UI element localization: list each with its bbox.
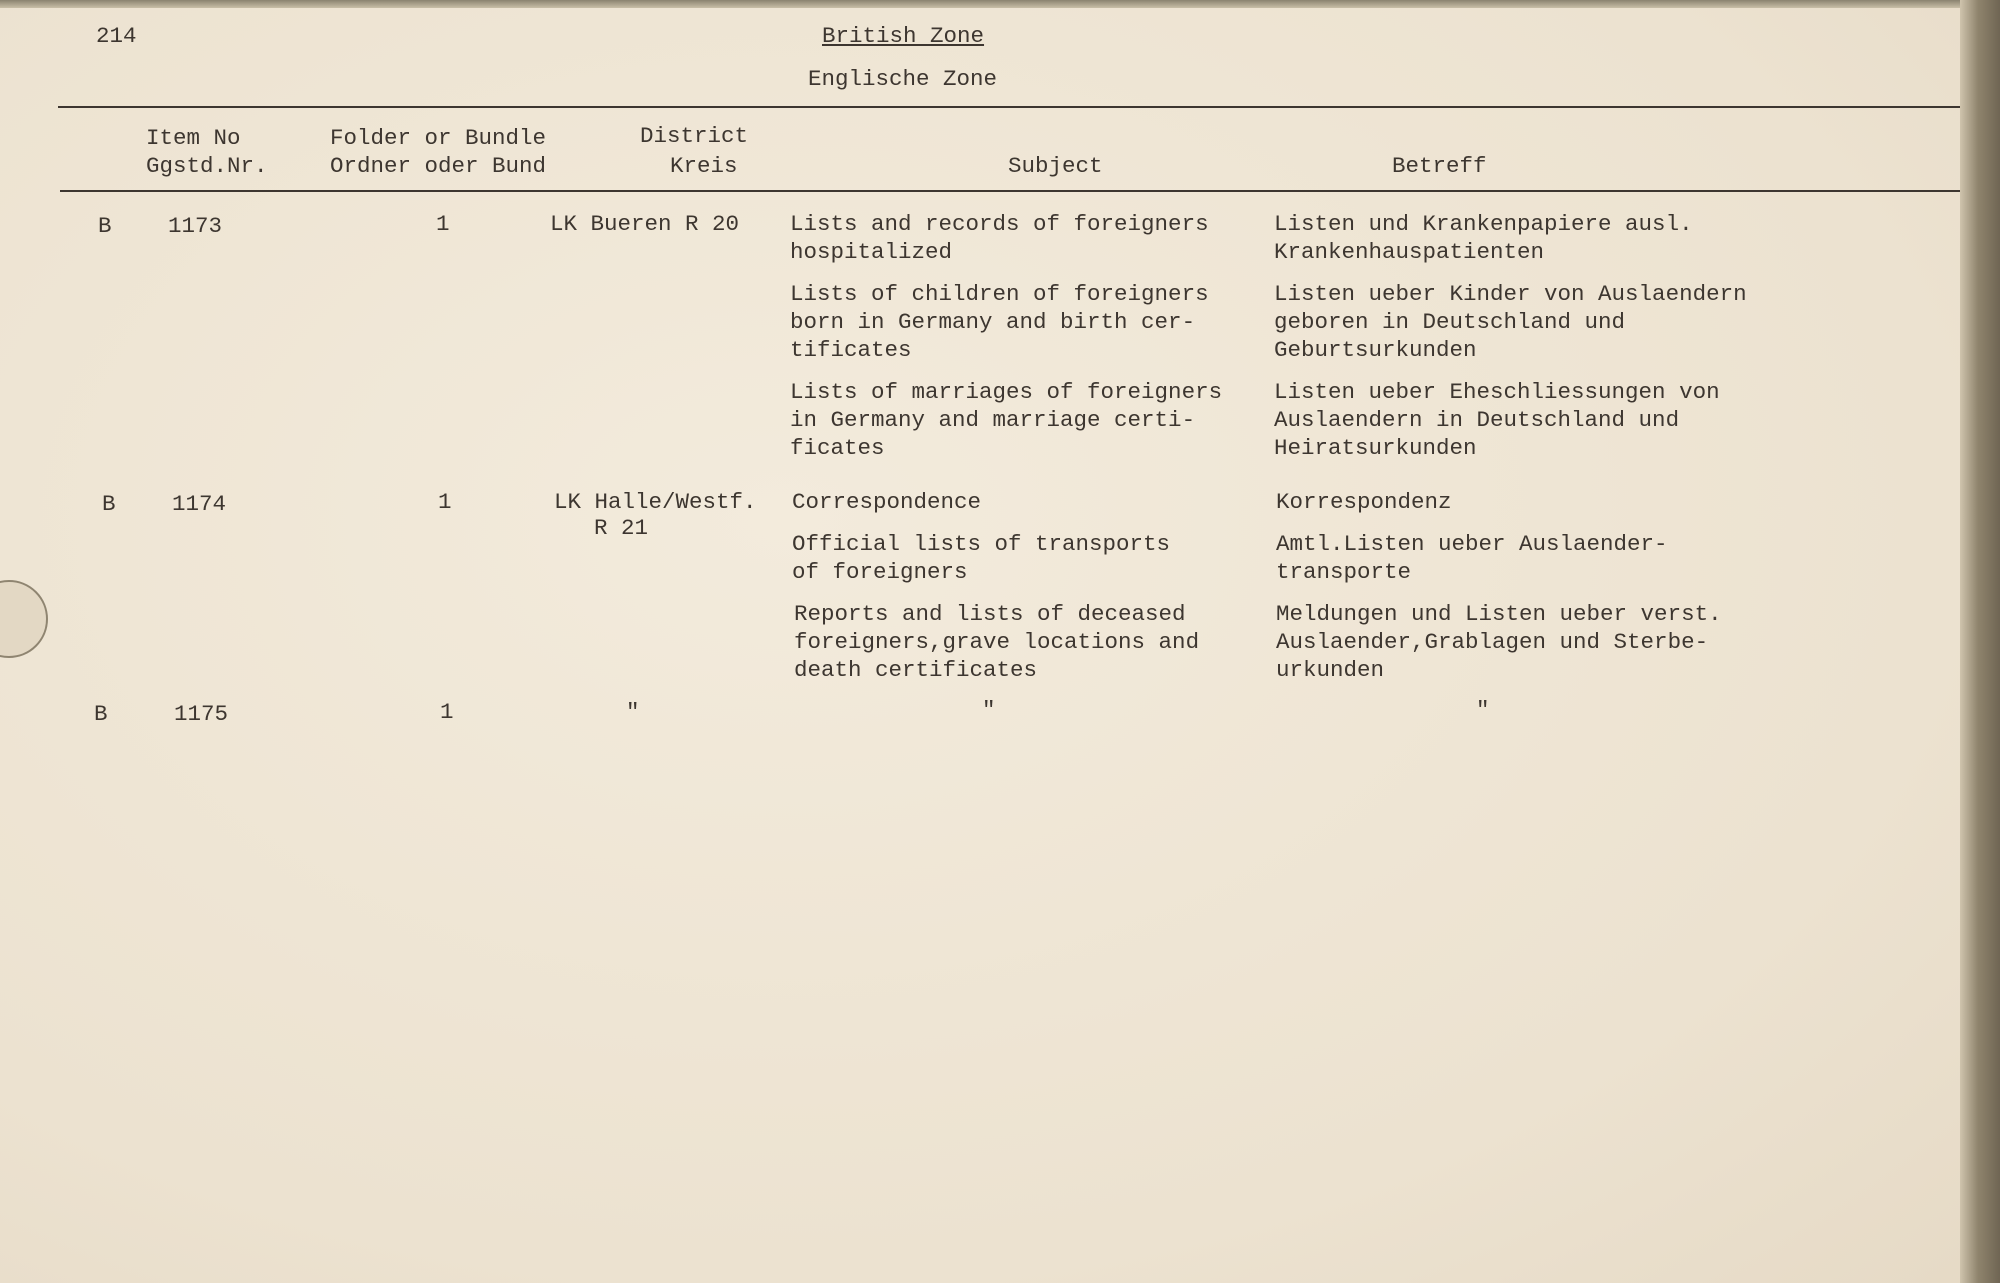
subject-line: Reports and lists of deceased xyxy=(794,601,1186,627)
betreff-line: Heiratsurkunden xyxy=(1274,435,1477,461)
binder-edge xyxy=(1960,0,2000,1283)
row-prefix: B xyxy=(98,213,112,239)
district-cell: R 21 xyxy=(594,515,649,541)
subject-line: Correspondence xyxy=(792,489,982,515)
subject-line: Lists of children of foreigners xyxy=(790,281,1209,307)
page-subtitle: Englische Zone xyxy=(808,66,998,92)
header-top-rule xyxy=(58,106,1960,108)
betreff-line: transporte xyxy=(1276,559,1412,585)
subject-line: Lists of marriages of foreigners xyxy=(790,379,1223,405)
betreff-line: Geburtsurkunden xyxy=(1274,337,1477,363)
betreff-line: Listen ueber Kinder von Auslaendern xyxy=(1274,281,1747,307)
subject-line: of foreigners xyxy=(792,559,968,585)
row-prefix: B xyxy=(102,491,116,517)
item-number: 1175 xyxy=(174,701,229,727)
row-prefix: B xyxy=(94,701,108,727)
col-header-item-no-de: Ggstd.Nr. xyxy=(146,153,268,179)
subject-line: Lists and records of foreigners xyxy=(790,211,1209,237)
page-top-edge xyxy=(0,0,1960,8)
col-header-folder-en: Folder or Bundle xyxy=(330,125,547,151)
col-header-folder-de: Ordner oder Bund xyxy=(330,153,547,179)
betreff-ditto-mark: " xyxy=(1476,697,1490,723)
betreff-line: Korrespondenz xyxy=(1276,489,1452,515)
document-page xyxy=(0,8,1960,1283)
betreff-line: Meldungen und Listen ueber verst. xyxy=(1276,601,1722,627)
col-header-subject: Subject xyxy=(1008,153,1103,179)
col-header-betreff: Betreff xyxy=(1392,153,1487,179)
page-title: British Zone xyxy=(822,23,985,49)
subject-line: foreigners,grave locations and xyxy=(794,629,1200,655)
subject-line: born in Germany and birth cer- xyxy=(790,309,1196,335)
district-cell: LK Bueren R 20 xyxy=(550,211,740,237)
betreff-line: Listen ueber Eheschliessungen von xyxy=(1274,379,1720,405)
subject-line: ficates xyxy=(790,435,885,461)
betreff-line: urkunden xyxy=(1276,657,1385,683)
subject-line: tificates xyxy=(790,337,912,363)
district-cell: LK Halle/Westf. xyxy=(554,489,757,515)
subject-line: death certificates xyxy=(794,657,1038,683)
betreff-line: Krankenhauspatienten xyxy=(1274,239,1545,265)
subject-line: hospitalized xyxy=(790,239,953,265)
district-ditto-mark: " xyxy=(626,699,640,725)
header-bottom-rule xyxy=(60,190,1960,192)
folder-count: 1 xyxy=(436,211,450,237)
subject-ditto-mark: " xyxy=(982,697,996,723)
page-number: 214 xyxy=(96,23,137,49)
subject-line: in Germany and marriage certi- xyxy=(790,407,1196,433)
col-header-district-de: Kreis xyxy=(670,153,738,179)
subject-line: Official lists of transports xyxy=(792,531,1171,557)
folder-count: 1 xyxy=(438,489,452,515)
betreff-line: geboren in Deutschland und xyxy=(1274,309,1626,335)
col-header-district-en: District xyxy=(640,123,749,149)
col-header-item-no-en: Item No xyxy=(146,125,241,151)
betreff-line: Listen und Krankenpapiere ausl. xyxy=(1274,211,1693,237)
item-number: 1173 xyxy=(168,213,223,239)
item-number: 1174 xyxy=(172,491,227,517)
folder-count: 1 xyxy=(440,699,454,725)
betreff-line: Auslaender,Grablagen und Sterbe- xyxy=(1276,629,1709,655)
betreff-line: Auslaendern in Deutschland und xyxy=(1274,407,1680,433)
betreff-line: Amtl.Listen ueber Auslaender- xyxy=(1276,531,1668,557)
